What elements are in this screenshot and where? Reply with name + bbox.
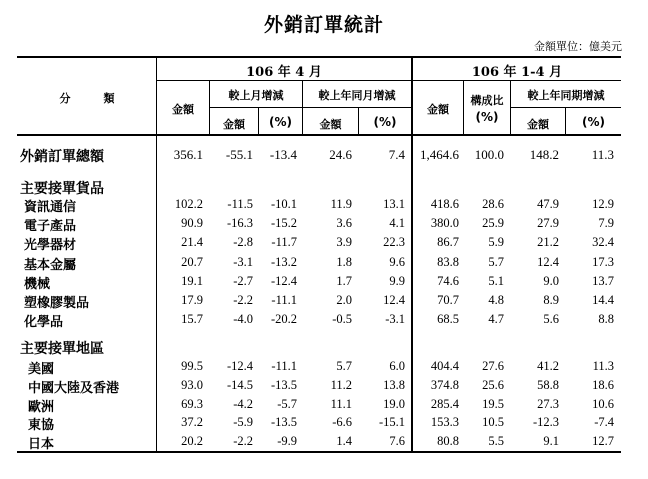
table-cell: 37.2 — [181, 415, 203, 430]
table-cell: 27.9 — [537, 216, 559, 231]
table-cell: -2.7 — [233, 273, 253, 288]
table-cell: 24.6 — [329, 147, 352, 162]
table-cell: 10.6 — [592, 396, 614, 411]
table-cell: -12.3 — [532, 415, 559, 430]
table-cell: 5.7 — [336, 359, 352, 373]
header-period-month: 106 年 4 月 — [246, 65, 322, 80]
table-cell: -12.4 — [270, 273, 297, 288]
table-cell: 15.7 — [181, 312, 203, 327]
table-cell: -11.5 — [227, 197, 253, 211]
row-label: 光學器材 — [24, 238, 77, 254]
table-cell: 3.6 — [336, 216, 352, 231]
table-cell: 19.0 — [383, 396, 405, 411]
table-cell: -6.6 — [332, 415, 352, 430]
header-vs-last-year-period: 較上年同期增減 — [527, 89, 605, 102]
header-share: 構成比 — [470, 94, 504, 107]
table-cell: -12.4 — [226, 359, 253, 373]
table-cell: 404.4 — [430, 359, 459, 373]
table-cell: 74.6 — [437, 273, 459, 288]
table-cell: -13.2 — [270, 254, 297, 269]
page-title: 外銷訂單統計 — [263, 14, 384, 36]
table-cell: 4.8 — [488, 293, 504, 307]
row-label: 資訊通信 — [24, 200, 77, 215]
table-cell: 7.9 — [598, 216, 614, 231]
table-cell: -2.8 — [233, 235, 253, 250]
table-cell: 19.5 — [482, 396, 504, 411]
table-cell: 83.8 — [437, 254, 459, 269]
table-cell: 5.7 — [488, 254, 504, 269]
header-amount-month: 金額 — [172, 103, 194, 116]
table-cell: 12.4 — [383, 293, 405, 307]
table-cell: 102.2 — [174, 197, 203, 211]
table-cell: 356.1 — [173, 147, 203, 162]
table-top-border — [17, 56, 621, 58]
table-cell: 5.6 — [543, 312, 559, 327]
table-cell: -10.1 — [270, 197, 297, 211]
table-cell: 1.8 — [336, 254, 352, 269]
table-cell: -2.2 — [233, 293, 253, 307]
row-label: 歐洲 — [28, 399, 55, 415]
table-cell: 5.9 — [488, 235, 504, 250]
table-cell: -15.2 — [270, 216, 297, 231]
table-cell: 285.4 — [430, 396, 459, 411]
table-cell: 21.4 — [181, 235, 203, 250]
table-cell: -14.5 — [226, 377, 253, 392]
header-sub-pct-2: (%) — [373, 115, 397, 129]
table-cell: 27.6 — [482, 359, 504, 373]
table-cell: -16.3 — [226, 216, 253, 231]
header-sub-amount-2: 金額 — [319, 118, 342, 131]
table-cell: 8.9 — [543, 293, 559, 307]
header-vs-last-year-month: 較上年同月增減 — [318, 89, 396, 102]
table-cell: 47.9 — [537, 197, 559, 211]
table-cell: 99.5 — [181, 359, 203, 373]
table-cell: 25.6 — [482, 377, 504, 392]
table-cell: -3.1 — [385, 312, 405, 327]
row-label: 電子產品 — [24, 219, 77, 235]
table-cell: 11.2 — [330, 377, 352, 392]
table-cell: 14.4 — [592, 293, 614, 307]
table-cell: -7.4 — [594, 415, 614, 430]
table-cell: 13.7 — [592, 273, 614, 288]
table-cell: 17.9 — [181, 293, 203, 307]
table-cell: 153.3 — [430, 415, 459, 430]
table-cell: 25.9 — [482, 216, 504, 231]
table-cell: 380.0 — [430, 216, 459, 231]
table-cell: 8.8 — [598, 312, 614, 327]
table-cell: -5.7 — [277, 396, 297, 411]
table-cell: 70.7 — [437, 293, 459, 307]
table-cell: 80.8 — [437, 434, 459, 449]
table-cell: -55.1 — [225, 147, 253, 162]
header-sub-amount-3: 金額 — [527, 118, 549, 131]
header-category: 分 類 — [59, 92, 115, 105]
table-cell: 7.4 — [388, 147, 405, 162]
table-cell: 69.3 — [181, 396, 203, 411]
table-cell: 18.6 — [592, 377, 614, 392]
table-cell: 20.2 — [181, 434, 203, 449]
table-cell: -0.5 — [332, 312, 352, 327]
table-cell: 20.7 — [181, 254, 203, 269]
table-cell: 28.6 — [482, 197, 504, 211]
table-cell: 32.4 — [592, 235, 614, 250]
row-label: 機械 — [24, 276, 51, 292]
header-share-unit: (%) — [475, 110, 499, 124]
table-cell: -11.7 — [271, 235, 297, 250]
table-cell: 9.6 — [389, 254, 405, 269]
table-cell: 17.3 — [592, 254, 614, 269]
table-cell: 13.1 — [383, 197, 405, 211]
table-cell: 58.8 — [537, 377, 559, 392]
row-label: 東協 — [28, 418, 55, 434]
table-cell: 7.6 — [389, 434, 405, 449]
header-period-divider — [157, 80, 621, 81]
header-sub-amount-1: 金額 — [223, 118, 245, 131]
table-cell: -15.1 — [378, 415, 405, 430]
table-cell: 418.6 — [430, 197, 459, 211]
table-cell: 12.9 — [592, 197, 614, 211]
unit-note: 金額單位：億美元 — [534, 40, 622, 53]
table-cell: 19.1 — [181, 273, 203, 288]
header-sub-divider-month — [209, 107, 411, 108]
row-label: 日本 — [28, 437, 55, 453]
table-cell: 11.3 — [591, 147, 614, 162]
table-cell: 9.9 — [389, 273, 405, 288]
header-vs-last-month: 較上月增減 — [228, 89, 284, 102]
table-cell: 5.5 — [488, 434, 504, 449]
row-label: 基本金屬 — [24, 257, 77, 273]
table-cell: 41.2 — [537, 359, 559, 373]
header-bottom-border — [17, 134, 621, 136]
table-cell: -4.0 — [233, 312, 253, 327]
table-cell: 11.3 — [592, 359, 614, 373]
table-cell: -9.9 — [277, 434, 297, 449]
table-cell: -3.1 — [233, 254, 253, 269]
row-label: 外銷訂單總額 — [20, 149, 104, 165]
table-cell: 12.7 — [592, 434, 614, 449]
table-cell: -2.2 — [233, 434, 253, 449]
table-cell: 2.0 — [336, 293, 352, 307]
table-cell: 3.9 — [336, 235, 352, 250]
row-label: 主要接單貨品 — [20, 181, 104, 197]
header-sub-pct-3: (%) — [582, 115, 605, 129]
table-cell: 13.8 — [383, 377, 405, 392]
table-cell: 27.3 — [537, 396, 559, 411]
table-cell: 1.7 — [336, 273, 352, 288]
table-cell: -11.1 — [271, 293, 297, 307]
table-cell: 93.0 — [181, 377, 203, 392]
row-label: 中國大陸及香港 — [28, 380, 120, 396]
row-label: 主要接單地區 — [20, 341, 104, 357]
table-cell: 374.8 — [430, 377, 459, 392]
table-cell: 10.5 — [482, 415, 504, 430]
table-cell: 4.1 — [389, 216, 405, 231]
row-label: 化學品 — [24, 315, 64, 331]
table-cell: -11.1 — [271, 359, 297, 373]
table-cell: -20.2 — [270, 312, 297, 327]
table-cell: 9.1 — [543, 434, 559, 449]
table-cell: 11.1 — [330, 396, 352, 411]
table-cell: 21.2 — [537, 235, 559, 250]
row-label: 美國 — [28, 362, 55, 377]
table-cell: 11.9 — [330, 197, 352, 211]
header-vline-5 — [463, 81, 464, 135]
table-cell: 12.4 — [537, 254, 559, 269]
table-cell: 86.7 — [437, 235, 459, 250]
table-cell: 6.0 — [389, 359, 405, 373]
table-cell: 4.7 — [488, 312, 504, 327]
table-cell: 22.3 — [383, 235, 405, 250]
header-period-ytd: 106 年 1-4 月 — [471, 65, 563, 80]
table-cell: -13.5 — [270, 377, 297, 392]
table-cell: 148.2 — [529, 147, 559, 162]
row-label: 塑橡膠製品 — [24, 296, 90, 311]
table-cell: -13.5 — [270, 415, 297, 430]
table-cell: -13.4 — [269, 147, 297, 162]
table-cell: 68.5 — [437, 312, 459, 327]
table-cell: 9.0 — [543, 273, 559, 288]
table-cell: 100.0 — [474, 147, 504, 162]
header-sub-pct-1: (%) — [269, 115, 292, 129]
table-cell: 5.1 — [488, 273, 504, 288]
table-cell: -4.2 — [233, 396, 253, 411]
table-cell: 90.9 — [181, 216, 203, 231]
table-cell: 1,464.6 — [420, 147, 459, 162]
table-cell: 1.4 — [336, 434, 352, 449]
header-amount-ytd: 金額 — [427, 103, 449, 116]
table-cell: -5.9 — [233, 415, 253, 430]
